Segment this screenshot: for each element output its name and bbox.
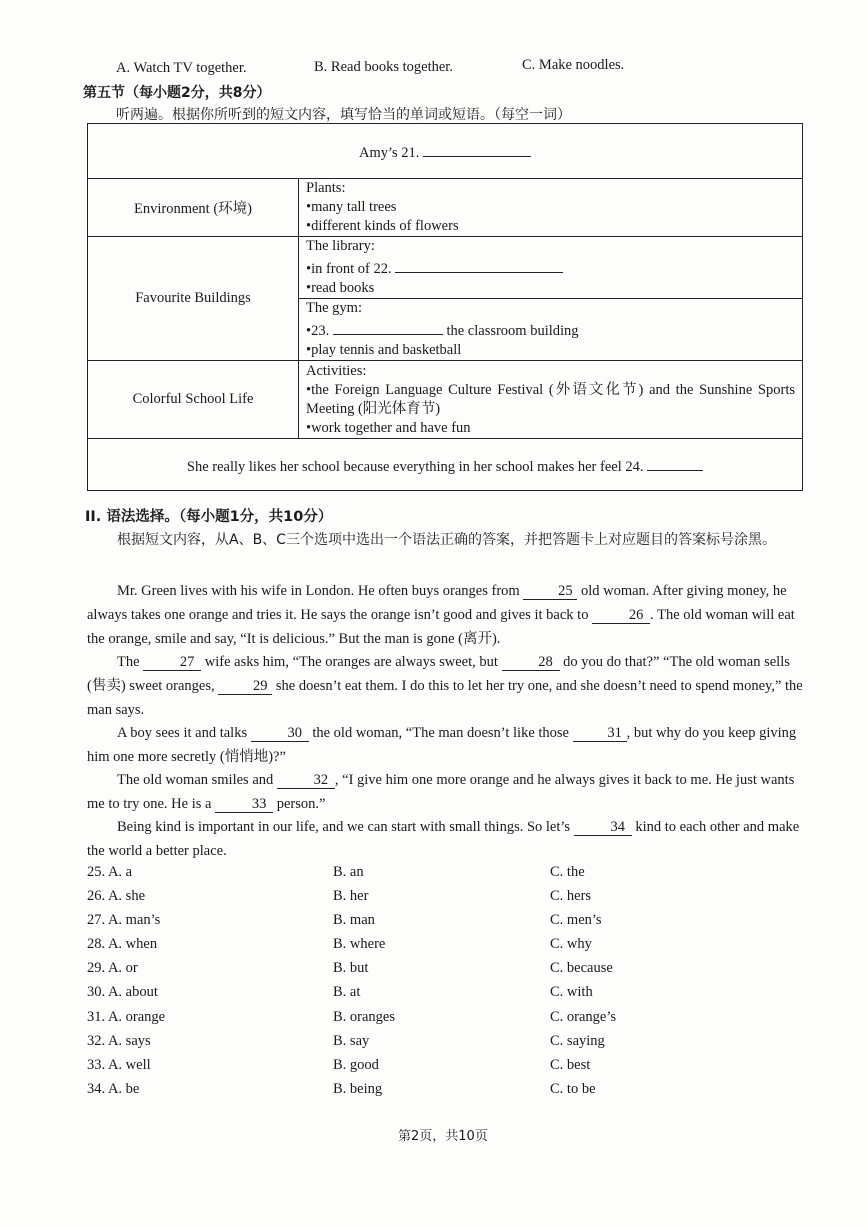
option-b[interactable]: B. good: [333, 1057, 379, 1073]
life-title: Activities:: [306, 362, 367, 379]
option-b[interactable]: B. at: [333, 984, 361, 1000]
blank-32[interactable]: 32: [277, 772, 335, 789]
option-a[interactable]: 33. A. well: [87, 1057, 151, 1073]
option-b[interactable]: B. her: [333, 888, 369, 904]
table-footer-text: She really likes her school because everything in her school makes her feel 24.: [186, 458, 644, 475]
passage-paragraph-3: [87, 721, 807, 769]
option-c[interactable]: C. saying: [550, 1033, 605, 1049]
section2-instruction: 根据短文内容，从A、B、C三个选项中选出一个语法正确的答案，并把答题卡上对应题目的答案标号涂黑。: [117, 532, 776, 548]
option-c[interactable]: C. orange’s: [550, 1009, 617, 1025]
option-b[interactable]: B. say: [333, 1033, 370, 1049]
passage-text: The old woman smiles and: [117, 772, 277, 788]
blank-34[interactable]: 34: [574, 819, 632, 836]
passage-paragraph-1: [87, 579, 807, 651]
option-c[interactable]: C. the: [550, 864, 585, 880]
blank-31[interactable]: 31: [573, 725, 627, 742]
env-cell: [299, 179, 803, 237]
env-line: •different kinds of flowers: [306, 218, 459, 234]
env-line: Plants:: [306, 180, 346, 196]
option-b[interactable]: B. but: [333, 960, 369, 976]
life-line2: •work together and have fun: [306, 419, 471, 436]
option-c[interactable]: C. men’s: [550, 912, 602, 928]
passage-text: old woman. After giving money, he always takes one orange and tries it. He says the orange isn’t good and gives it back to: [87, 583, 787, 623]
option-a[interactable]: 29. A. or: [87, 960, 138, 976]
passage-text: Being kind is important in our life, and we can start with small things. So let’s: [117, 819, 574, 835]
info-table: [87, 123, 803, 491]
option-b[interactable]: B. being: [333, 1081, 383, 1097]
passage-text: she doesn’t eat them. I do this to let her try one, and she doesn’t need to spend money,” the man says.: [87, 678, 803, 718]
option-a-top: A. Watch TV together.: [116, 60, 247, 76]
gym-line1-suffix: the classroom building: [446, 323, 579, 339]
passage-text: , but why do you keep giving him one more secretly (悄悄地)?”: [87, 725, 797, 765]
section5-instruction: 听两遍。根据你所听到的短文内容，填写恰当的单词或短语。（每空一词）: [116, 107, 571, 123]
blank-24[interactable]: [647, 454, 703, 471]
section2-title: II. 语法选择。（每小题1分，共10分）: [85, 509, 333, 525]
blank-33[interactable]: 33: [215, 796, 273, 813]
passage-text: do you do that?” “The old woman sells (售卖) sweet oranges,: [87, 654, 790, 694]
option-c[interactable]: C. hers: [550, 888, 592, 904]
passage-text: . The old woman will eat the orange, smile and say, “It is delicious.” But the man is gone (离开).: [87, 607, 795, 647]
passage-text: , “I give him one more orange and he always gives it back to me. He just wants me to try one. He is a: [87, 772, 795, 812]
passage-text: A boy sees it and talks: [117, 725, 251, 741]
option-c[interactable]: C. to be: [550, 1081, 596, 1097]
option-c[interactable]: C. with: [550, 984, 593, 1000]
option-c-top: C. Make noodles.: [522, 57, 625, 73]
table-header-text: Amy’s 21.: [358, 145, 420, 161]
option-a[interactable]: 27. A. man’s: [87, 912, 161, 928]
blank-22[interactable]: [395, 256, 563, 273]
passage-text: wife asks him, “The oranges are always sweet, but: [201, 654, 502, 670]
gym-line1-prefix: •23.: [306, 323, 330, 339]
blank-27[interactable]: 27: [143, 654, 201, 671]
table-footer-cell: [88, 439, 803, 491]
life-label: Colorful School Life: [88, 361, 299, 439]
option-a[interactable]: 26. A. she: [87, 888, 145, 904]
life-line1: •the Foreign Language Culture Festival (外语文化节) and the Sunshine Sports Meeting (阳光体育节): [306, 381, 795, 417]
option-b[interactable]: B. oranges: [333, 1009, 396, 1025]
passage-text: person.”: [273, 796, 326, 812]
env-line: •many tall trees: [306, 199, 397, 215]
gym-cell: [299, 299, 803, 361]
passage-paragraph-2: [87, 650, 807, 722]
env-label: Environment (环境): [88, 179, 299, 237]
blank-21[interactable]: [423, 140, 531, 157]
section5-title: 第五节（每小题2分，共8分）: [83, 85, 271, 101]
blank-23[interactable]: [333, 318, 443, 335]
blank-29[interactable]: 29: [218, 678, 272, 695]
passage-text: The: [117, 654, 144, 670]
blank-25[interactable]: 25: [523, 583, 577, 600]
blank-28[interactable]: 28: [502, 654, 560, 671]
passage-text: kind to each other and make the world a better place.: [87, 819, 800, 859]
option-a[interactable]: 28. A. when: [87, 936, 158, 952]
passage-paragraph-5: [87, 815, 807, 863]
fav-label: Favourite Buildings: [88, 237, 299, 361]
gym-line2: •play tennis and basketball: [306, 342, 462, 358]
passage-text: the old woman, “The man doesn’t like those: [308, 725, 573, 741]
table-header-cell: [88, 124, 803, 179]
passage-paragraph-4: [87, 768, 807, 816]
option-c[interactable]: C. why: [550, 936, 592, 952]
option-b[interactable]: B. an: [333, 864, 364, 880]
gym-title: The gym:: [306, 300, 362, 316]
option-c[interactable]: C. because: [550, 960, 613, 976]
library-title: The library:: [306, 238, 375, 254]
option-a[interactable]: 32. A. says: [87, 1033, 151, 1049]
library-cell: [299, 237, 803, 299]
page-number: 第2页，共10页: [398, 1129, 488, 1144]
library-line1: •in front of 22.: [306, 261, 392, 277]
option-a[interactable]: 25. A. a: [87, 864, 133, 880]
option-b[interactable]: B. man: [333, 912, 375, 928]
option-a[interactable]: 30. A. about: [87, 984, 158, 1000]
option-b-top: B. Read books together.: [314, 59, 453, 75]
passage-text: Mr. Green lives with his wife in London. He often buys oranges from: [117, 583, 524, 599]
library-line2: •read books: [306, 280, 375, 296]
option-b[interactable]: B. where: [333, 936, 386, 952]
blank-26[interactable]: 26: [592, 607, 650, 624]
option-a[interactable]: 34. A. be: [87, 1081, 140, 1097]
blank-30[interactable]: 30: [251, 725, 309, 742]
option-a[interactable]: 31. A. orange: [87, 1009, 166, 1025]
life-cell: [299, 361, 803, 439]
option-c[interactable]: C. best: [550, 1057, 591, 1073]
